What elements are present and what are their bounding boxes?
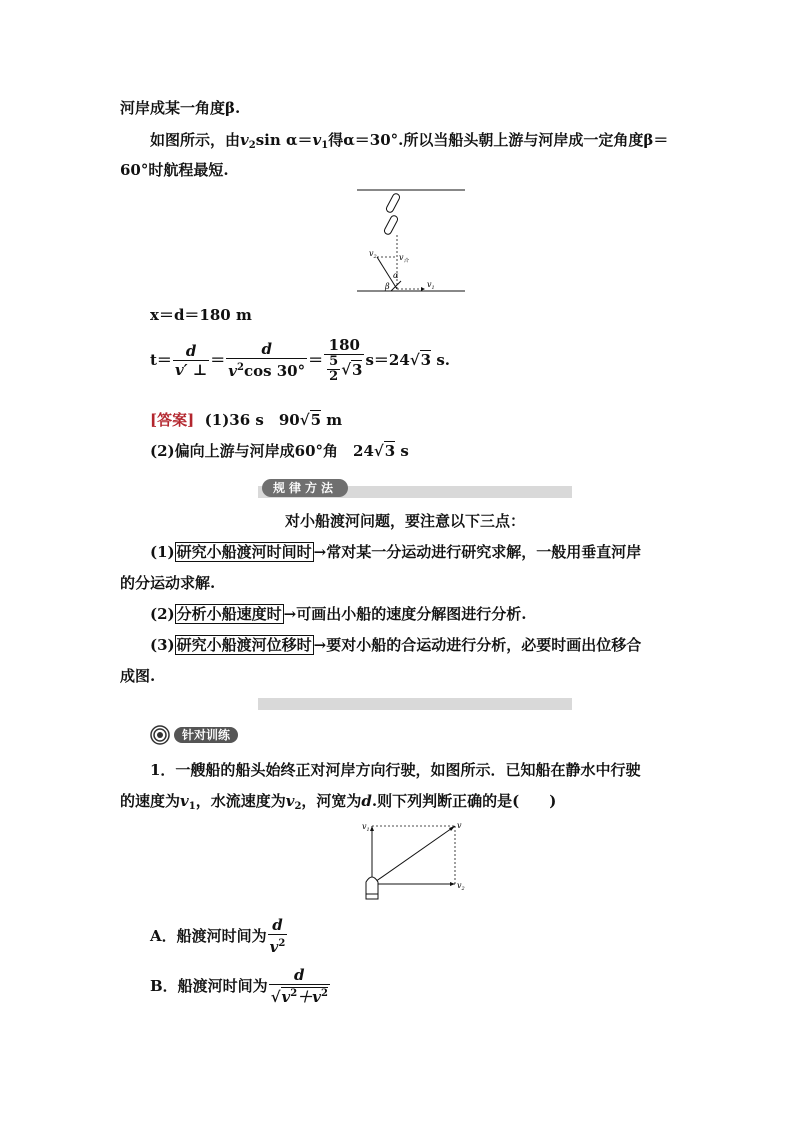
f3-denominator: $\frac{5}{2}$ √3 (324, 354, 364, 384)
t-lhs: t＝ (150, 351, 172, 369)
f2-denominator (226, 358, 307, 380)
v2-symbol: v (240, 131, 249, 149)
p1-key: 研究小船渡河时间时 (176, 543, 312, 561)
option-b-den-sup1: 2 (290, 988, 298, 999)
option-b-den-sup2: 2 (320, 988, 328, 999)
sqrt3-radicand-2: 3 (420, 351, 432, 369)
diagram2-v-label: v (457, 821, 462, 830)
method-point-1 (150, 542, 641, 562)
diagram1-vhe-label: $v_合$ (399, 253, 409, 264)
eq-sign-1: ＝ (210, 351, 226, 369)
boat-top (385, 193, 401, 214)
boat-icon (366, 877, 378, 894)
p1-cont: 的分运动求解. (120, 574, 216, 592)
f1-denominator: v′ ⊥ (174, 360, 208, 379)
line-3-text: 60°时航程最短. (120, 161, 229, 179)
diagram2-v2-label: $v_2$ (457, 881, 465, 892)
practice-badge: 针对训练 (174, 727, 238, 743)
f2-den-v: v (228, 362, 237, 380)
q1-l2-c: ，河宽为 (301, 792, 362, 810)
question-1-line-1 (150, 760, 640, 780)
p2-num: (2) (150, 605, 175, 623)
q1-v2-sub: 2 (294, 801, 302, 812)
resultant-v-vector (372, 826, 455, 884)
question-1-line-2 (120, 791, 556, 817)
answer-1-pre: (1)36 s 90 (204, 411, 300, 429)
v-arrow (449, 826, 455, 831)
x-equation (150, 305, 252, 325)
method-footer-band (258, 698, 572, 710)
velocity-decomposition-diagram (360, 818, 475, 903)
river-crossing-diagram (355, 185, 470, 295)
line-2-sin: sin α＝ (255, 131, 313, 149)
line-1-text: 河岸成某一角度β. (120, 99, 241, 117)
option-b-label: B．船渡河时间为 (150, 977, 268, 995)
answer-2-pre: (2)偏向上游与河岸成60°角 24 (150, 442, 374, 460)
answer-line-2: (2)偏向上游与河岸成60°角 24√3 s (150, 442, 409, 460)
diagram1-alpha-label: α (393, 271, 399, 280)
f1-numerator: d (185, 341, 197, 360)
answer-2-radicand: 3 (384, 442, 396, 460)
target-icon (150, 725, 170, 745)
q1-l2-e: .则下列判断正确的是( ) (371, 792, 557, 810)
two: 2 (329, 369, 339, 384)
f3-numerator: 180 (328, 336, 360, 354)
answer-line-1: [答案] (1)36 s 90√5 m (150, 411, 343, 429)
method-intro (285, 511, 525, 531)
q1-v1: v (180, 792, 189, 810)
q1-v2: v (285, 792, 295, 810)
f3-tail: s＝24 (365, 351, 410, 369)
method-badge: 规律方法 (262, 479, 348, 497)
method-intro-text: 对小船渡河问题，要注意以下三点： (285, 512, 526, 530)
v1-symbol: v (312, 131, 322, 149)
answer-tag: [答案] (150, 411, 195, 429)
p1-rest: →常对某一分运动进行研究求解，一般用垂直河岸 (313, 543, 642, 561)
text-line-3 (120, 160, 229, 180)
v1-arrowhead (421, 287, 425, 291)
answer-1-unit: m (321, 411, 343, 429)
five: 5 (329, 354, 339, 369)
diagram2-v1-label: $v_1$ (362, 822, 370, 833)
method-point-2 (150, 604, 526, 624)
fraction-d-over-v2cos (226, 340, 307, 380)
f2-den-cos: cos 30° (243, 362, 306, 380)
text-line-2 (150, 130, 668, 156)
diagram1-v2-label: $v_2$ (369, 249, 377, 260)
diagram1-v1-label: $v_1$ (427, 280, 435, 291)
t-equation: t＝ $\frac{d}{v' \perp}$ ＝ $\frac{d}{v^2\cos 30^\circ}$ ＝ 180 $\frac{5}{2}$ √3 s＝24√3 s. (150, 336, 450, 384)
option-a-num: d (272, 916, 283, 934)
line-2-pre: 如图所示，由 (150, 131, 241, 149)
method-point-3 (150, 635, 641, 655)
f3-unit: s. (431, 351, 450, 369)
answer-2-unit: s (395, 442, 409, 460)
q1-v1-sub: 1 (188, 801, 196, 812)
p3-num: (3) (150, 636, 175, 654)
method-point-1-cont (120, 573, 215, 593)
v2-arrow (450, 882, 455, 886)
method-point-3-cont (120, 666, 155, 686)
p2-rest: →可画出小船的速度分解图进行分析. (283, 605, 527, 623)
five-halves (327, 355, 340, 384)
answer-1-radicand: 5 (310, 411, 321, 429)
option-b-den-plus: ＋v (297, 988, 321, 1006)
sqrt3-radicand: 3 (352, 360, 363, 379)
p3-key: 研究小船渡河位移时 (176, 636, 312, 654)
v1-subscript: 1 (321, 140, 329, 151)
diagram1-beta-label: β (385, 282, 390, 291)
q1-d: d (361, 792, 372, 810)
p1-num: (1) (150, 543, 175, 561)
boat-middle (383, 215, 399, 236)
option-b (150, 966, 331, 1006)
fraction-180 (324, 336, 364, 384)
boat-stern (366, 894, 378, 899)
fraction-d-over-vperp (173, 342, 209, 379)
option-b-num: d (294, 966, 305, 984)
p3-cont: 成图. (120, 667, 156, 685)
v1-arrow (370, 826, 374, 831)
v2-subscript: 2 (248, 140, 256, 151)
option-b-fraction (269, 966, 330, 1006)
p2-key: 分析小船速度时 (176, 605, 282, 623)
option-a-label: A．船渡河时间为 (150, 927, 267, 945)
q1-line-1-text: 1．一艘船的船头始终正对河岸方向行驶，如图所示．已知船在静水中行驶 (150, 761, 641, 779)
option-a-fraction (268, 916, 288, 956)
f2-den-sup: 2 (236, 362, 244, 373)
q1-l2-b: ，水流速度为 (195, 792, 286, 810)
p3-rest: →要对小船的合运动进行分析，必要时画出位移合 (313, 636, 642, 654)
option-a-den (268, 934, 288, 956)
text-line-1 (120, 98, 240, 118)
option-a-den-v: v (269, 938, 279, 956)
option-a-den-sup: 2 (278, 938, 286, 949)
eq-sign-2: ＝ (308, 351, 324, 369)
option-b-den-v: v (281, 988, 291, 1006)
line-2-post: 得α＝30°.所以当船头朝上游与河岸成一定角度β＝ (328, 131, 669, 149)
option-b-den: $√v^2+v^2$ (269, 984, 330, 1006)
option-a (150, 916, 288, 956)
x-equation-text: x＝d＝180 m (150, 306, 252, 324)
f2-numerator: d (261, 340, 272, 358)
q1-l2-a: 的速度为 (120, 792, 181, 810)
